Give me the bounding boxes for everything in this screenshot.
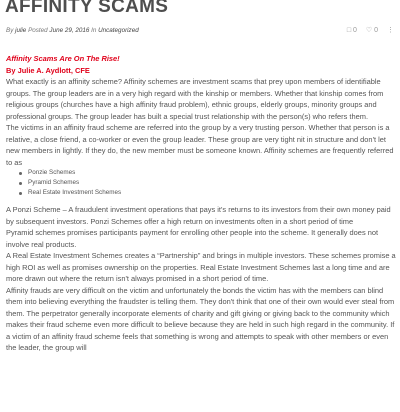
article-author: By Julie A. Aydlott, CFE	[6, 65, 90, 75]
comments-count: 0	[353, 27, 357, 34]
list-item: Real Estate Investment Schemes	[28, 188, 397, 198]
paragraph-intro-1: What exactly is an affinity scheme? Affinity schemes are investment scams that prey upon members of identifiable groups. The group leaders are in a very high regard with the kinship or members. Whether that kinship comes from religious groups (churches have a high affinity fraud problem), ethnic groups, elderly groups, minority groups and professional groups. The group leader has built a special trust relationship with the person(s) who refers them.	[6, 77, 384, 121]
list-item: Ponzie Schemes	[28, 168, 397, 178]
post-date: June 29, 2016	[49, 27, 90, 34]
paragraph-real-estate: A Real Estate Investment Schemes creates a “Partnership” and brings in multiple investors. These schemes promise a high ROI as well as promises ownership on the properties. Real Estate Investment Schemes last a long time and are more drawn out where the return isn't always promised in a short period of time.	[6, 251, 396, 283]
paragraph-ponzi: A Ponzi Scheme – A fraudulent investment operations that pays it's returns to its investors from their own money paid by subsequent investors. Ponzi Schemes offer a high return on investments often in a short period of time	[6, 205, 391, 226]
paragraph-intro-2: The victims in an affinity fraud scheme are referred into the group by a very trusting person. Whether that person is a relative, a close friend, a co-worker or even the group leader. These group are very tight nit in structure and don't let new members in lightly. If they do, the new member must be someone known. Affinity schemes are frequently referred to as	[6, 123, 394, 167]
scheme-types-list	[6, 168, 397, 198]
paragraph-pyramid: Pyramid schemes promises participants payment for enrolling other people into the scheme. It generally does not involve real products.	[6, 228, 379, 249]
author-link[interactable]: julie	[15, 27, 27, 34]
meta-icons	[340, 26, 394, 34]
category-link[interactable]: Uncategorized	[98, 27, 139, 34]
comments-widget[interactable]	[347, 27, 357, 34]
post-content	[6, 53, 397, 354]
meta-by-label: By	[6, 27, 14, 34]
post-title: AFFINITY SCAMS	[5, 0, 169, 17]
comment-icon: □	[346, 27, 352, 34]
meta-posted-label: Posted	[28, 27, 48, 34]
article-heading: Affinity Scams Are On The Rise!	[6, 54, 120, 63]
list-item: Pyramid Schemes	[28, 178, 397, 188]
post-meta	[6, 27, 396, 39]
paragraph-affinity-frauds: Affinity frauds are very difficult on the victim and unfortunately the bonds the victim has with the members can blind them into believing everything the fraudster is telling them. They don't think that one of their own would ever steal from them. The perpetrator generally incorporate elements of charity and gift giving or giving back to the community which makes their fraud scheme even more difficult to believe because they are held in such high regard in the community. If a victim of an affinity fraud scheme feels that something is wrong and attempts to speak with other members or even the leader, the group will	[6, 285, 395, 352]
meta-in-label: In	[91, 27, 97, 34]
more-icon[interactable]: ⋮	[387, 27, 394, 34]
heart-icon: ♡	[365, 27, 373, 34]
likes-widget[interactable]	[366, 27, 378, 34]
likes-count: 0	[374, 27, 379, 34]
